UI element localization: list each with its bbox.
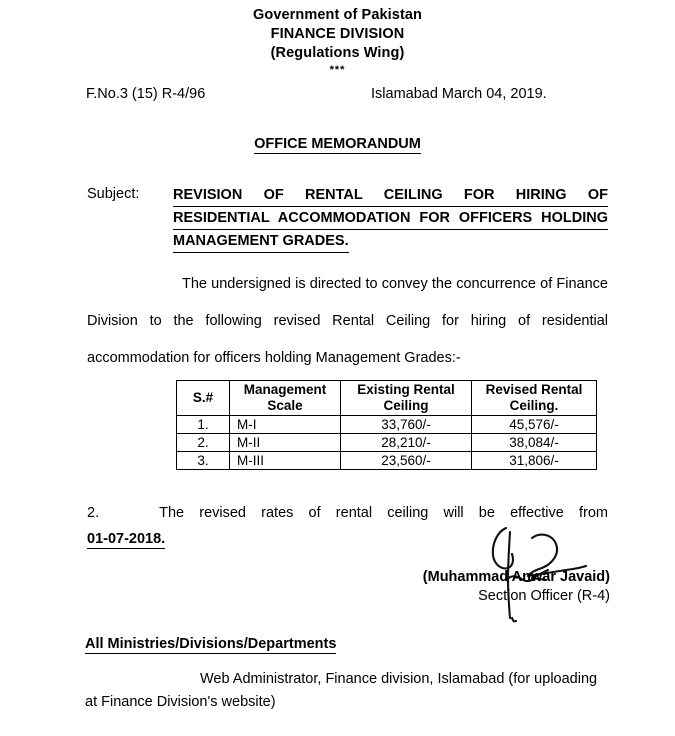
footer-note [85,668,608,714]
paragraph-one [87,266,608,377]
footer-note-line-2: at Finance Division's website) [85,694,276,710]
table-header-row [177,381,597,416]
subject-block [87,186,608,255]
signature-block [380,568,610,606]
paragraph-one-line-2: Division to the following revised Rental Ceiling for hiring of residential [87,313,608,329]
signatory-designation: Section Officer (R-4) [478,588,610,604]
subject-line-1: REVISION OF RENTAL CEILING FOR HIRING OF [173,186,608,207]
cell-serial: 3. [177,452,230,470]
cell-existing-ceiling: 33,760/- [341,416,472,434]
effective-date: 01-07-2018. [87,531,166,547]
table-header-management-scale: Management Scale [230,381,341,416]
subject-line-3: MANAGEMENT GRADES. [173,232,349,253]
file-number: F.No.3 (15) R-4/96 [86,86,206,102]
table-header-revised-ceiling: Revised Rental Ceiling. [472,381,597,416]
cell-serial: 1. [177,416,230,434]
letterhead-line-division: FINANCE DIVISION [270,26,405,42]
cell-management-scale: M-I [230,416,341,434]
paragraph-two-number: 2. [87,505,100,521]
paragraph-one-line-3: accommodation for officers holding Management Grades:- [87,350,461,366]
table-row [177,416,597,434]
table-row [177,434,597,452]
paragraph-two [87,500,608,552]
cell-serial: 2. [177,434,230,452]
cell-revised-ceiling: 38,084/- [472,434,597,452]
paragraph-two-text: The revised rates of rental ceiling will be effective from [159,505,608,521]
table-header-existing-ceiling: Existing Rental Ceiling [341,381,472,416]
rental-ceiling-table [176,380,597,470]
letterhead [0,6,675,77]
footer-addressee [85,636,336,652]
cell-revised-ceiling: 45,576/- [472,416,597,434]
footer-note-line-1: Web Administrator, Finance division, Islamabad (for uploading [200,671,598,687]
subject-text [173,186,608,255]
letterhead-line-wing: (Regulations Wing) [270,45,405,61]
document-title-text: OFFICE MEMORANDUM [254,136,421,152]
table-header-serial: S.# [177,381,230,416]
letterhead-line-government: Government of Pakistan [253,7,422,23]
document-title [0,136,675,152]
table-row [177,452,597,470]
cell-management-scale: M-II [230,434,341,452]
paragraph-two-line-1 [87,500,608,526]
cell-existing-ceiling: 28,210/- [341,434,472,452]
subject-label: Subject: [87,186,140,202]
footer-addressee-text: All Ministries/Divisions/Departments [85,636,337,652]
place-and-date: Islamabad March 04, 2019. [371,86,547,102]
subject-line-2: RESIDENTIAL ACCOMMODATION FOR OFFICERS HOLDING [173,209,608,230]
paragraph-one-line-1: The undersigned is directed to convey the concurrence of Finance [182,276,608,292]
cell-revised-ceiling: 31,806/- [472,452,597,470]
letterhead-star-separator: *** [329,64,346,76]
paragraph-two-line-2 [87,526,608,552]
cell-management-scale: M-III [230,452,341,470]
cell-existing-ceiling: 23,560/- [341,452,472,470]
signatory-name: (Muhammad Anwar Javaid) [422,569,610,585]
